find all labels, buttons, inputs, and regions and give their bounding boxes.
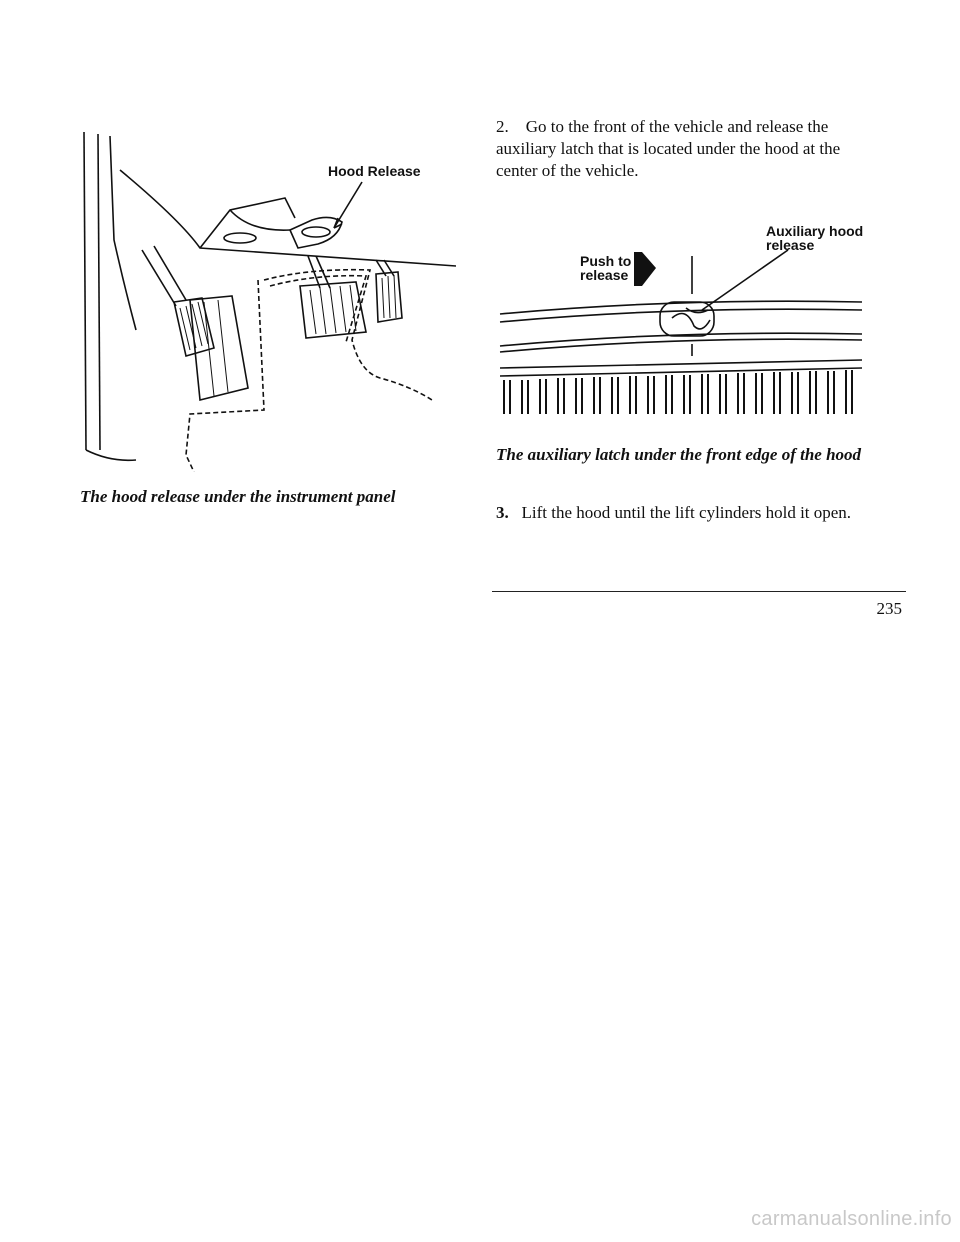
- step-2: [496, 116, 876, 182]
- footer-rule: [492, 591, 906, 592]
- step-2-number: 2.: [496, 117, 509, 136]
- auxiliary-hood-release-label: Auxiliary hood release: [766, 223, 864, 253]
- step-2-text: Go to the front of the vehicle and release the auxiliary latch that is located under the hood at the center of the vehicle.: [496, 117, 841, 180]
- step-3-text: Lift the hood until the lift cylinders hold it open.: [521, 503, 852, 522]
- auxiliary-latch-illustration: [496, 210, 888, 418]
- step-3: [496, 502, 916, 524]
- auxiliary-latch-caption: The auxiliary latch under the front edge of the hood: [496, 445, 862, 464]
- push-arrow-icon: [634, 252, 656, 286]
- page-number: 235: [876, 599, 902, 618]
- step-3-number: 3.: [496, 503, 509, 522]
- site-watermark: carmanualsonline.info: [751, 1208, 952, 1230]
- push-to-release-label: Push to release: [580, 253, 632, 283]
- hood-release-label: Hood Release: [328, 163, 421, 179]
- hood-release-caption: The hood release under the instrument panel: [80, 487, 396, 506]
- hood-release-illustration: [80, 110, 456, 472]
